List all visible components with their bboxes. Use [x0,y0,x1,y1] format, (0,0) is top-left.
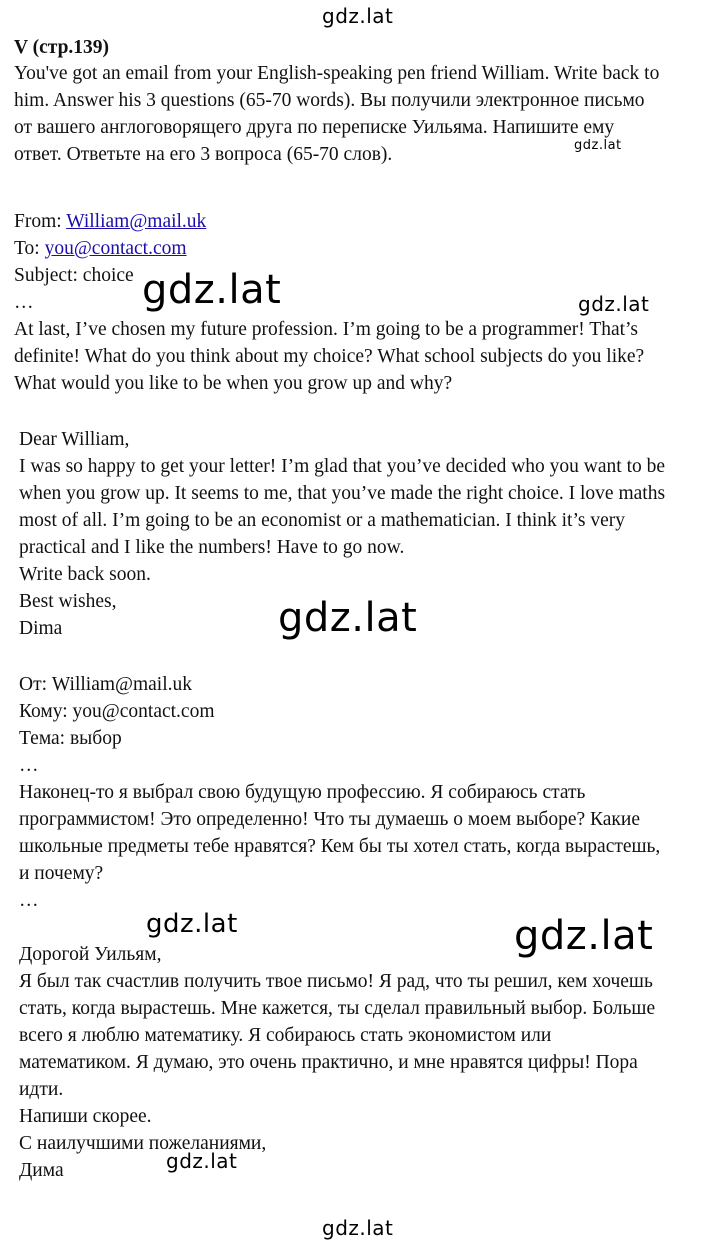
watermark-lower-small: gdz.lat [166,1149,238,1173]
ru-email-line: От: William@mail.uk [19,674,193,695]
ru-email-line: и почему? [19,863,104,884]
ru-reply-line: Дима [19,1160,64,1181]
task-line: You've got an email from your English-speaking pen friend William. Write back to [14,63,660,84]
task-line: him. Answer his 3 questions (65-70 words). Вы получили электронное письмо [14,90,645,111]
ru-reply-line: Напиши скорее. [19,1106,152,1127]
email-to [14,235,187,262]
reply-line: most of all. I’m going to be an economist or a mathematician. I think it’s very [19,510,625,531]
watermark-bottom: gdz.lat [322,1216,394,1240]
ru-reply-line: стать, когда вырастешь. Мне кажется, ты сделал правильный выбор. Больше [19,998,656,1019]
email-from [14,208,206,235]
email-ellipsis: … [14,292,34,313]
watermark-large-1: gdz.lat [142,267,282,313]
email-subject: Subject: choice [14,265,134,286]
ru-reply-line: Я был так счастлив получить твое письмо! Я рад, что ты решил, кем хочешь [19,971,653,992]
watermark-large-center: gdz.lat [278,595,418,641]
reply-line: when you grow up. It seems to me, that you’ve made the right choice. I love maths [19,483,666,504]
ru-reply-line: Дорогой Уильям, [19,944,162,965]
reply-line: practical and I like the numbers! Have to go now. [19,537,405,558]
reply-line: Dear William, [19,429,130,450]
watermark-top: gdz.lat [322,4,394,28]
reply-line: Dima [19,618,63,639]
watermark-right-1: gdz.lat [578,292,650,316]
reply-line: I was so happy to get your letter! I’m glad that you’ve decided who you want to be [19,456,666,477]
ru-reply-line: идти. [19,1079,64,1100]
task-line: ответ. Ответьте на его 3 вопроса (65-70 слов). [14,144,393,165]
email-body-line: What would you like to be when you grow up and why? [14,373,453,394]
ru-email-line: Кому: you@contact.com [19,701,215,722]
ru-email-line: школьные предметы тебе нравятся? Кем бы ты хотел стать, когда вырастешь, [19,836,661,857]
email-to-link[interactable]: you@contact.com [44,238,187,259]
ru-reply-line: математиком. Я думаю, это очень практично, и мне нравятся цифры! Пора [19,1052,638,1073]
watermark-mid-left: gdz.lat [146,909,238,939]
reply-line: Write back soon. [19,564,151,585]
email-from-label: From: [14,211,67,232]
task-heading: V (стр.139) [14,37,110,58]
email-body-line: At last, I’ve chosen my future profession. I’m going to be a programmer! That’s [14,319,639,340]
ru-email-line: Тема: выбор [19,728,122,749]
ru-reply-line: С наилучшими пожеланиями, [19,1133,267,1154]
ru-reply-line: всего я люблю математику. Я собираюсь стать экономистом или [19,1025,552,1046]
ru-email-line: … [19,755,39,776]
ru-email-line: … [19,890,39,911]
watermark-large-right: gdz.lat [514,913,654,959]
ru-email-line: Наконец-то я выбрал свою будущую профессию. Я собираюсь стать [19,782,586,803]
reply-line: Best wishes, [19,591,117,612]
watermark-small-right: gdz.lat [574,138,622,153]
email-to-label: To: [14,238,45,259]
email-body-line: definite! What do you think about my choice? What school subjects do you like? [14,346,645,367]
task-line: от вашего англоговорящего друга по переписке Уильяма. Напишите ему [14,117,615,138]
email-from-link[interactable]: William@mail.uk [66,211,207,232]
ru-email-line: программистом! Это определенно! Что ты думаешь о моем выборе? Какие [19,809,640,830]
